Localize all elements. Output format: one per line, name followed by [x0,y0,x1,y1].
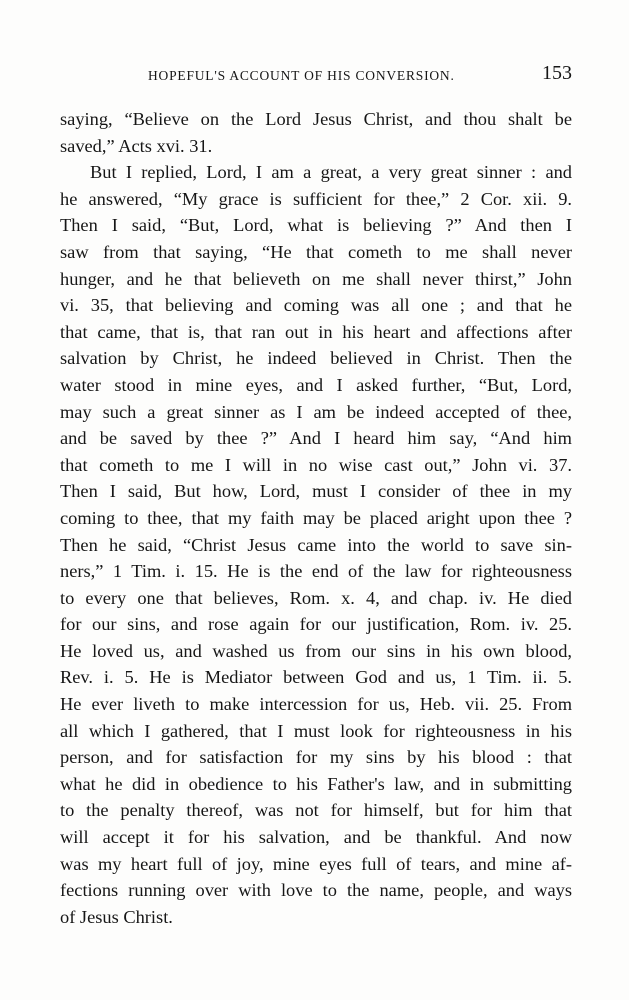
text-line: He loved us, and washed us from our sins in his own blood, [60,640,572,661]
text-line: hunger, and he that believeth on me shall never thirst,” John [60,268,572,289]
text-line: ners,” 1 Tim. i. 15. He is the end of the law for righteousness [60,561,572,582]
text-line: for our sins, and rose again for our justification, Rom. iv. 25. [60,614,572,635]
text-line: Then he said, “Christ Jesus came into the world to save sin- [60,534,572,555]
text-line: what he did in obedience to his Father's law, and in submitting [60,773,572,794]
text-line: saying, “Believe on the Lord Jesus Christ, and thou shalt be [60,109,572,129]
text-line: But I replied, Lord, I am a great, a very great sinner : and [90,162,572,183]
text-line: to the penalty thereof, was not for himself, but for him that [60,800,572,821]
running-head: HOPEFUL'S ACCOUNT OF HIS CONVERSION. [148,68,455,83]
text-line: was my heart full of joy, mine eyes full of tears, and mine af- [60,853,572,874]
text-line: saw from that saying, “He that cometh to me shall never [60,241,572,262]
text-line: water stood in mine eyes, and I asked further, “But, Lord, [60,374,572,395]
text-line: person, and for satisfaction for my sins by his blood : that [60,747,572,768]
text-line: he answered, “My grace is sufficient for thee,” 2 Cor. xii. 9. [60,188,572,209]
text-line: that cometh to me I will in no wise cast out,” John vi. 37. [60,454,572,475]
text-line: He ever liveth to make intercession for us, Heb. vii. 25. From [60,694,572,715]
text-line: salvation by Christ, he indeed believed in Christ. Then the [60,348,572,369]
text-line: Rev. i. 5. He is Mediator between God and us, 1 Tim. ii. 5. [60,667,572,688]
text-line: saved,” Acts xvi. 31. [60,135,213,156]
text-line: Then I said, “But, Lord, what is believing ?” And then I [60,215,572,236]
text-line: all which I gathered, that I must look for righteousness in his [60,720,572,741]
text-line: vi. 35, that believing and coming was all one ; and that he [60,295,572,316]
page-number: 153 [542,62,572,84]
text-line: may such a great sinner as I am be indeed accepted of thee, [60,401,572,422]
text-line: coming to thee, that my faith may be placed aright upon thee ? [60,507,572,528]
text-line: that came, that is, that ran out in his heart and affections after [60,321,572,342]
text-line: and be saved by thee ?” And I heard him say, “And him [60,428,572,449]
text-line: of Jesus Christ. [60,906,173,927]
text-line: Then I said, But how, Lord, must I consider of thee in my [60,481,572,502]
body-text [60,106,572,930]
text-line: will accept it for his salvation, and be thankful. And now [60,827,572,848]
text-line: to every one that believes, Rom. x. 4, and chap. iv. He died [60,587,572,608]
text-line: fections running over with love to the name, people, and ways [60,880,572,901]
page-header [60,62,572,92]
